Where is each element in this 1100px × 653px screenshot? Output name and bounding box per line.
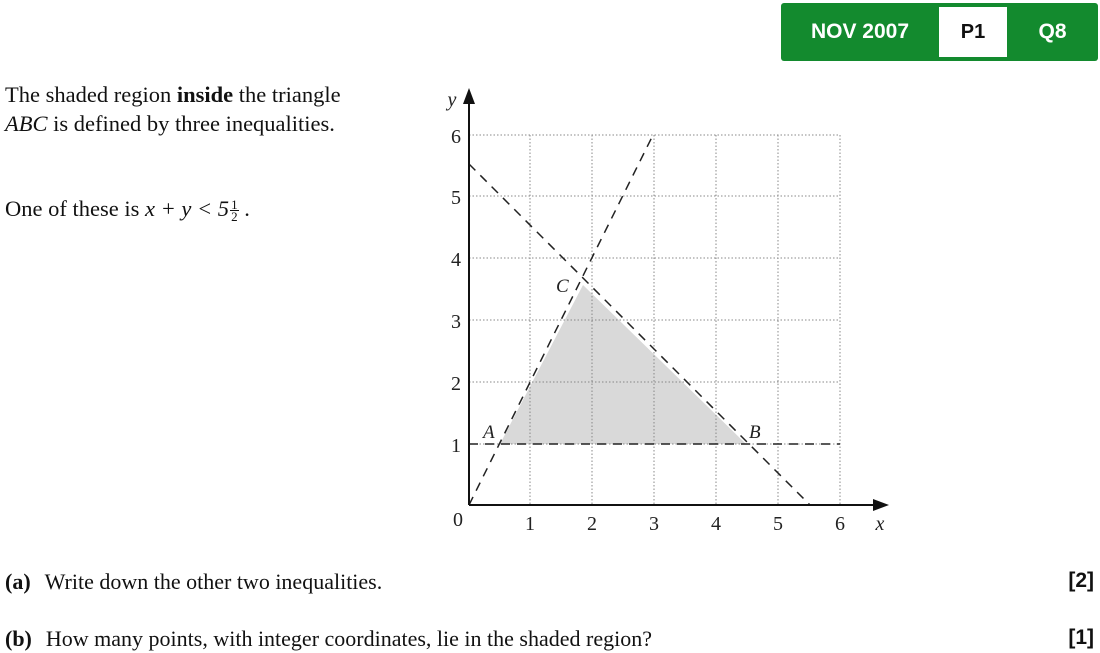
question-b-label: (b) <box>5 626 32 651</box>
inequality-graph <box>430 85 900 545</box>
fraction-numerator: 1 <box>231 197 238 213</box>
question-b-text: How many points, with integer coordinates, lie in the shaded region? <box>45 626 652 651</box>
x-tick-label: 1 <box>525 513 535 535</box>
y-tick-label: 1 <box>451 435 461 457</box>
intro-bold: inside <box>176 82 234 107</box>
intro-text <box>5 80 385 138</box>
y-tick-label: 5 <box>451 187 461 209</box>
vertex-label-b: B <box>749 422 761 443</box>
question-a <box>5 569 382 595</box>
question-a-text: Write down the other two inequalities. <box>44 569 383 594</box>
tick-labels <box>446 89 885 535</box>
inequality-fraction <box>230 197 239 225</box>
vertex-label-a: A <box>483 422 495 443</box>
inequality-expression: x + y < 5 <box>144 196 230 221</box>
x-tick-label: 2 <box>587 513 597 535</box>
fraction-denominator: 2 <box>231 209 238 225</box>
question-b-marks: [1] <box>1068 626 1094 649</box>
vertex-label-c: C <box>556 276 569 297</box>
x-tick-label: 4 <box>711 513 721 535</box>
x-tick-label: 3 <box>649 513 659 535</box>
intro-part3: is defined by three inequalities. <box>47 111 335 136</box>
intro-part2: the triangle <box>233 82 341 107</box>
line-y-equals-2x <box>469 133 654 505</box>
shaded-region <box>500 285 746 444</box>
y-tick-label: 6 <box>451 126 461 148</box>
badge-question: Q8 <box>1038 20 1067 43</box>
axes <box>463 88 889 511</box>
x-tick-label: 5 <box>773 513 783 535</box>
question-badge <box>781 3 1098 61</box>
question-a-marks: [2] <box>1068 569 1094 592</box>
x-tick-label: 6 <box>835 513 845 535</box>
question-b <box>5 626 652 652</box>
y-tick-label: 4 <box>451 249 461 271</box>
inequality-prefix: One of these is <box>5 196 145 221</box>
y-tick-label: 2 <box>451 373 461 395</box>
y-axis-label: y <box>447 89 457 111</box>
origin-label: 0 <box>453 509 463 531</box>
inequality-suffix: . <box>238 196 250 221</box>
y-tick-label: 3 <box>451 311 461 333</box>
intro-triangle-name: ABC <box>5 111 48 136</box>
question-a-label: (a) <box>5 569 31 594</box>
line-x-plus-y <box>469 164 810 505</box>
badge-date: NOV 2007 <box>810 20 910 43</box>
grid-lines <box>469 135 840 505</box>
badge-paper: P1 <box>939 7 1007 57</box>
x-axis-label: x <box>875 513 885 535</box>
given-inequality <box>5 194 250 223</box>
intro-part1: The shaded region <box>5 82 177 107</box>
